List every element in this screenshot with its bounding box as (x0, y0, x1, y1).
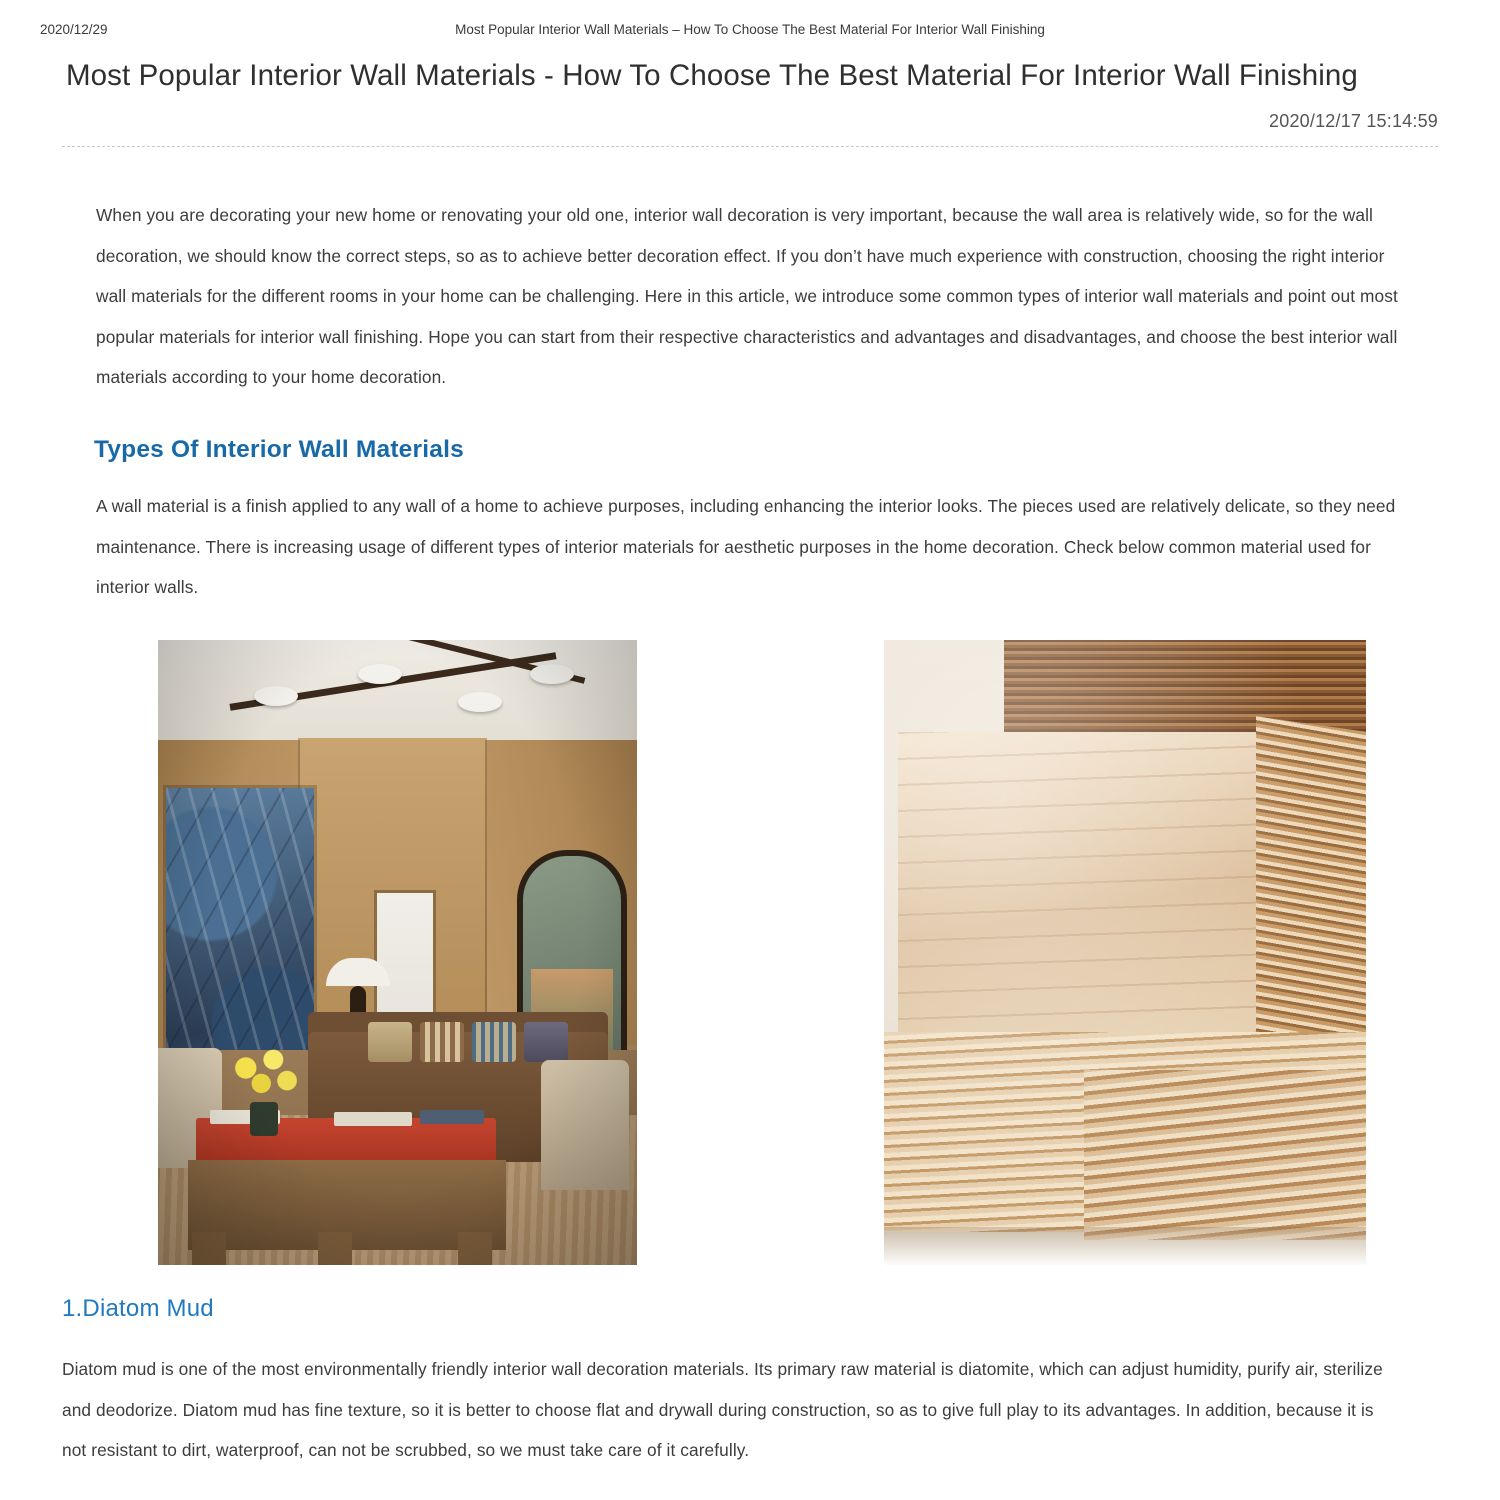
figure-row (96, 640, 1402, 1265)
interior-living-room-photo (158, 640, 637, 1265)
article-timestamp: 2020/12/17 15:14:59 (1269, 110, 1438, 131)
intro-paragraph: When you are decorating your new home or renovating your old one, interior wall decoration is very important, because the wall area is relatively wide, so for the wall decoration, we should know the correct steps, so as to achieve better decoration effect. If you don’t have much experience with construction, choosing the right interior wall materials for the different rooms in your home can be challenging. Here in this article, we introduce some common types of interior wall materials and point out most popular materials for interior wall finishing. Hope you can start from their respective characteristics and advantages and disadvantages, and choose the best interior wall materials according to your home decoration. (96, 204, 1398, 388)
diatom-mud-paragraph: Diatom mud is one of the most environmentally friendly interior wall decoration materials. Its primary raw material is diatomite, which can adjust humidity, purify air, sterilize and deodorize. Diatom mud has fine texture, so it is better to choose flat and drywall during construction, so as to give full play to its advantages. In addition, because it is not resistant to dirt, waterproof, can not be scrubbed, so we must take care of it carefully. (62, 1359, 1383, 1461)
plywood-illustration (884, 640, 1366, 1265)
print-header-title: Most Popular Interior Wall Materials – How To Choose The Best Material For Interior Wall Finishing (455, 22, 1045, 37)
print-header-date: 2020/12/29 (40, 22, 108, 37)
print-header (0, 0, 1500, 44)
sub-heading-diatom-mud: 1.Diatom Mud (62, 1295, 214, 1322)
section-heading-types: Types Of Interior Wall Materials (94, 436, 464, 464)
photo-vignette (158, 640, 637, 1265)
room-illustration (158, 640, 637, 1265)
page-title: Most Popular Interior Wall Materials - How To Choose The Best Material For Interior Wall Finishing (66, 59, 1358, 92)
header-divider (62, 146, 1438, 147)
plywood-stack-photo (884, 640, 1366, 1265)
section-paragraph: A wall material is a finish applied to any wall of a home to achieve purposes, including enhancing the interior looks. The pieces used are relatively delicate, so they need maintenance. There is increasing usage of different types of interior materials for aesthetic purposes in the home decoration. Check below common material used for interior walls. (96, 496, 1396, 598)
document-page (0, 58, 1500, 1471)
article-content (58, 195, 1442, 1471)
photo-highlight (884, 640, 1366, 1265)
